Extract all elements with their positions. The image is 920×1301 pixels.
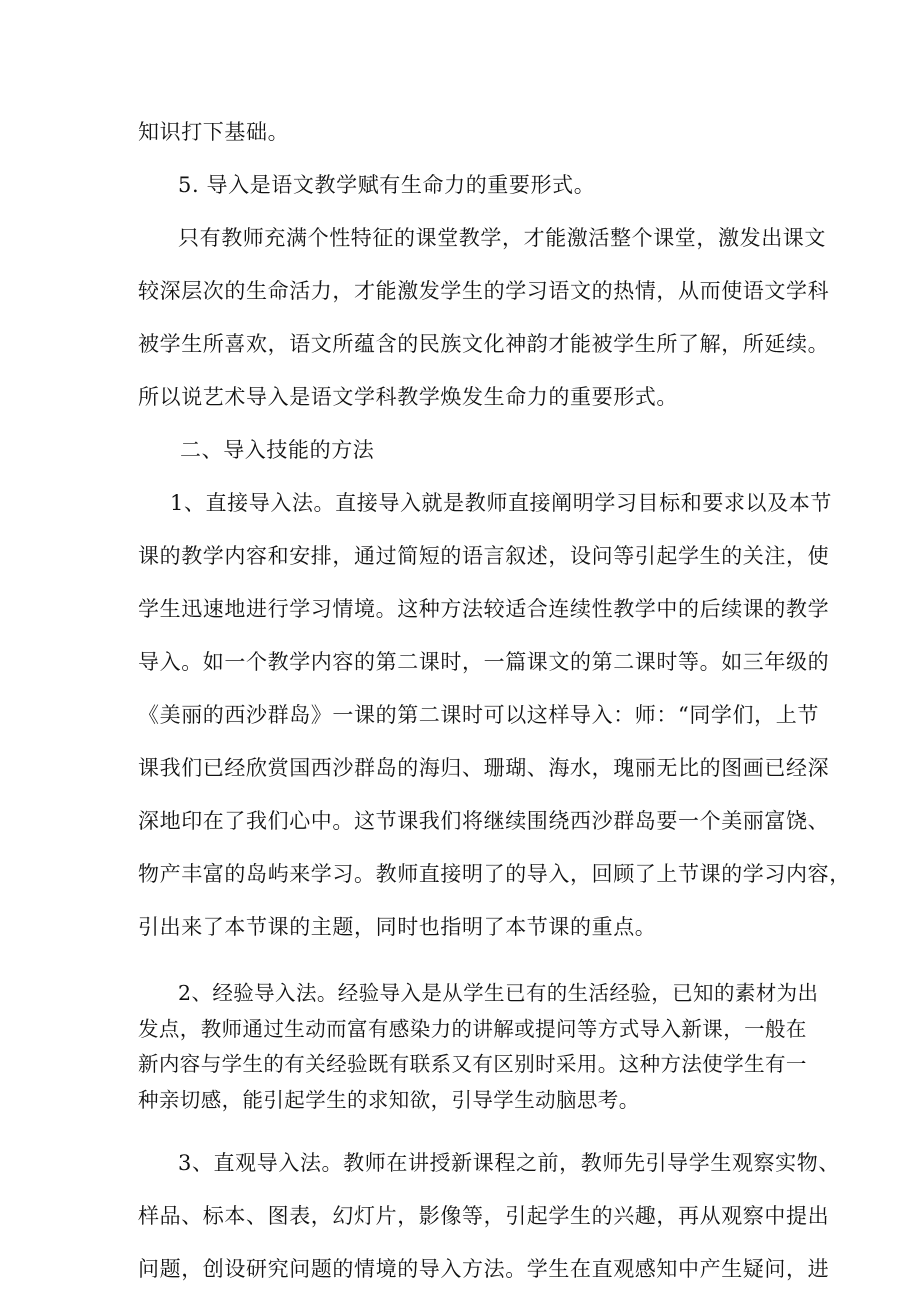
text-line-16: 引出来了本节课的主题，同时也指明了本节课的重点。 [138,915,657,939]
text-line-23: 问题，创设研究问题的情境的导入方法。学生在直观感知中产生疑问，进 [138,1257,830,1281]
text-line-19: 新内容与学生的有关经验既有联系又有区别时采用。这种方法使学生有一 [138,1052,807,1076]
text-line-22: 样品、标本、图表，幻灯片，影像等，引起学生的兴趣，再从观察中提出 [138,1204,830,1228]
text-line-6: 所以说艺术导入是语文学科教学焕发生命力的重要形式。 [138,385,678,409]
heading-point-5: 5. 导入是语文教学赋有生命力的重要形式。 [178,173,596,197]
text-line-17: 2、经验导入法。经验导入是从学生已有的生活经验，已知的素材为出 [178,981,819,1005]
text-line-9: 课的教学内容和安排，通过简短的语言叙述，设问等引起学生的关注，使 [138,544,830,568]
text-line-10: 学生迅速地进行学习情境。这种方法较适合连续性教学中的后续课的教学 [138,597,830,621]
text-line-21: 3、直观导入法。教师在讲授新课程之前，教师先引导学生观察实物、 [178,1151,840,1175]
text-line-1: 知识打下基础。 [138,120,290,144]
text-line-8: 1、直接导入法。直接导入就是教师直接阐明学习目标和要求以及本节 [170,491,832,515]
text-line-14: 深地印在了我们心中。这节课我们将继续围绕西沙群岛要一个美丽富饶、 [138,809,830,833]
text-line-3: 只有教师充满个性特征的课堂教学，才能激活整个课堂，激发出课文 [178,226,826,250]
text-line-5: 被学生所喜欢，语文所蕴含的民族文化神韵才能被学生所了解，所延续。 [138,332,830,356]
text-line-4: 较深层次的生命活力，才能激发学生的学习语文的热情，从而使语文学科 [138,279,830,303]
text-line-15: 物产丰富的岛屿来学习。教师直接明了的导入，回顾了上节课的学习内容， [138,862,851,886]
section-heading-methods: 二、导入技能的方法 [180,438,375,462]
text-line-13: 课我们已经欣赏国西沙群岛的海归、珊瑚、海水，瑰丽无比的图画已经深 [138,756,830,780]
text-line-11: 导入。如一个教学内容的第二课时，一篇课文的第二课时等。如三年级的 [138,650,830,674]
text-line-20: 种亲切感，能引起学生的求知欲，引导学生动脑思考。 [138,1088,640,1112]
text-line-12: 《美丽的西沙群岛》一课的第二课时可以这样导入：师：“同学们，上节 [138,703,819,727]
text-line-18: 发点，教师通过生动而富有感染力的讲解或提问等方式导入新课，一般在 [138,1017,807,1041]
